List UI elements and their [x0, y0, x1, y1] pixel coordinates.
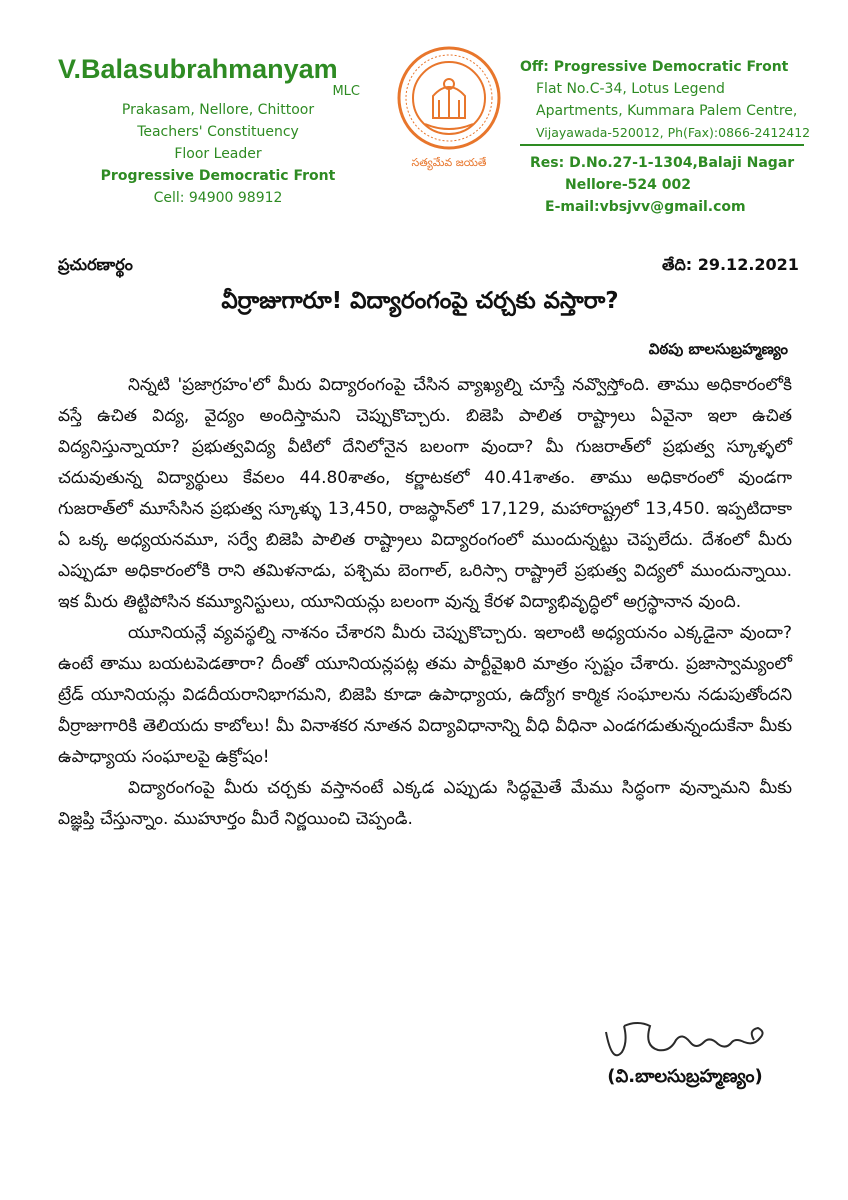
byline: విఠపు బాలసుబ్రహ్మణ్యం [648, 340, 788, 358]
office-line2: Apartments, Kummara Palem Centre, [536, 103, 798, 119]
state-emblem-icon [395, 44, 503, 176]
office-line1: Flat No.C-34, Lotus Legend [536, 81, 725, 97]
paragraph-2: యూనియన్లే వ్యవస్థల్ని నాశనం చేశారని మీరు చెప్పుకొచ్చారు. ఇలాంటి అధ్యయనం ఎక్కడైనా వుందా? ఉంటే తాము బయటపెడతారా? దీంతో యూనియన్లపట్ల తమ పార్టీవైఖరి మాత్రం స్పష్టం చేశారు. ప్రజాస్వామ్యంలో ట్రేడ్ యూనియన్లు విడదీయరానిభాగమని, బిజెపి కూడా ఉపాధ్యాయ, ఉద్యోగ కార్మిక సంఘాలను నడుపుతోందని వీర్రాజుగారికి తెలియదు కాబోలు! మీ వినాశకర నూతన విద్యావిధానాన్ని వీధి వీధినా ఎండగడుతున్నందుకేనా మీకు ఉపాధ్యాయ సంఘాలపై ఉక్రోషం! [58, 623, 792, 767]
residence-line2: Nellore-524 002 [565, 177, 691, 193]
signature-name: (వి.బాలసుబ్రహ్మణ్యం) [607, 1066, 763, 1087]
press-release-label: ప్రచురణార్థం [58, 255, 133, 274]
cell-number: Cell: 94900 98912 [153, 190, 283, 206]
emblem-motto: సత్యమేవ జయతే [411, 156, 487, 169]
paragraph-3: విద్యారంగంపై మీరు చర్చకు వస్తానంటే ఎక్కడ ఎప్పుడు సిద్ధమైతే మేము సిద్ధంగా వున్నామని మీకు విజ్ఞప్తి చేస్తున్నాం. ముహూర్తం మీరే నిర్ణయించి చెప్పండి. [58, 778, 792, 829]
handwritten-signature [598, 1012, 778, 1072]
letterhead-right [520, 56, 820, 218]
sender-title: MLC [332, 84, 360, 99]
residence-line1: Res: D.No.27-1-1304,Balaji Nagar [530, 155, 795, 171]
paragraph-1: నిన్నటి 'ప్రజాగ్రహం'లో మీరు విద్యారంగంపై చేసిన వ్యాఖ్యల్ని చూస్తే నవ్వొస్తోంది. తాము అధికారంలోకి వస్తే ఉచిత విద్య, వైద్యం అందిస్తామని చెప్పుకొచ్చారు. బిజెపి పాలిత రాష్ట్రాలు ఏవైనా ఇలా ఉచిత విద్యనిస్తున్నాయా? ప్రభుత్వవిద్య వీటిలో దేనిలోనైన బలంగా వుందా? మీ గుజరాత్‌లో ప్రభుత్వ స్కూళ్ళలో చదువుతున్న విద్యార్థులు కేవలం 44.80శాతం, కర్ణాటకలో 40.41శాతం. తాము అధికారంలో వుండగా గుజరాత్‌లో మూసేసిన ప్రభుత్వ స్కూళ్ళు 13,450, రాజస్థాన్‌లో 17,129, మహారాష్ట్రలో 13,450. ఇప్పటిదాకా ఏ ఒక్క అధ్యయనమూ, సర్వే బిజెపి పాలిత రాష్ట్రాలు విద్యారంగంలో ముందున్నట్టు చెప్పలేదు. దేశంలో మీరు ఎప్పుడూ అధికారంలోకి రాని తమిళనాడు, పశ్చిమ బెంగాల్, ఒరిస్సా రాష్ట్రాలే ప్రభుత్వ విద్యలో ముందున్నాయి. ఇక మీరు తిట్టిపోసిన కమ్యూనిస్టులు, యూనియన్లు బలంగా వున్న కేరళ విద్యాభివృద్ధిలో అగ్రస్థానాన వుంది. [58, 375, 792, 612]
letter-body [58, 370, 792, 835]
sender-name: V.Balasubrahmanyam [58, 54, 338, 84]
header-divider [520, 144, 804, 146]
email: E-mail:vbsjvv@gmail.com [545, 199, 746, 215]
sender-role: Floor Leader [174, 146, 262, 162]
constituency-line1: Prakasam, Nellore, Chittoor [121, 102, 315, 118]
constituency-line2: Teachers' Constituency [137, 124, 299, 140]
party-name: Progressive Democratic Front [100, 168, 336, 184]
office-heading: Off: Progressive Democratic Front [520, 59, 789, 75]
office-line3: Vijayawada-520012, Ph(Fax):0866-2412412 [536, 125, 811, 140]
letterhead-left [58, 52, 378, 209]
headline: వీర్రాజుగారూ! విద్యారంగంపై చర్చకు వస్తారా? [221, 288, 619, 314]
release-date: తేది: 29.12.2021 [662, 255, 799, 274]
